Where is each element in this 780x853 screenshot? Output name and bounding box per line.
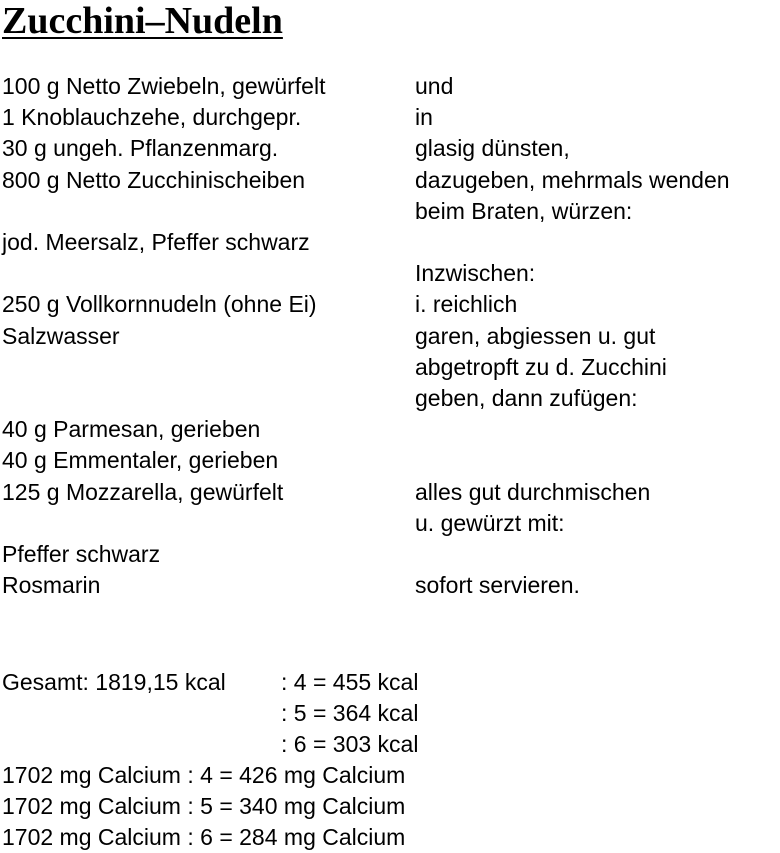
instruction-line: geben, dann zufügen: (415, 385, 638, 411)
instruction-line: dazugeben, mehrmals wenden (415, 166, 730, 193)
instruction-line: garen, abgiessen u. gut (415, 322, 656, 349)
kcal-total: Gesamt: 1819,15 kcal (2, 669, 226, 695)
calcium-per-portion: 1702 mg Calcium : 4 = 426 mg Calcium (2, 762, 406, 788)
kcal-per-portion: : 6 = 303 kcal (281, 731, 419, 757)
ingredient-line: 40 g Emmentaler, gerieben (2, 447, 279, 474)
instruction-line: i. reichlich (415, 291, 518, 318)
ingredient-line: Rosmarin (2, 572, 101, 599)
instruction-line: in (415, 104, 433, 131)
kcal-per-portion: : 5 = 364 kcal (281, 700, 419, 726)
ingredient-line: 1 Knoblauchzehe, durchgepr. (2, 104, 302, 131)
ingredient-line: 800 g Netto Zucchinischeiben (2, 166, 306, 193)
recipe-title: Zucchini–Nudeln (2, 0, 283, 42)
instruction-line: Inzwischen: (415, 260, 536, 287)
calcium-per-portion: 1702 mg Calcium : 6 = 284 mg Calcium (2, 824, 406, 850)
ingredient-line: 125 g Mozzarella, gewürfelt (2, 478, 284, 505)
ingredient-line: 250 g Vollkornnudeln (ohne Ei) (2, 291, 317, 318)
instruction-line: abgetropft zu d. Zucchini (415, 353, 667, 380)
ingredient-line: Salzwasser (2, 322, 120, 349)
kcal-per-portion: : 4 = 455 kcal (281, 669, 419, 695)
instruction-line: und (415, 73, 454, 99)
instruction-line: sofort servieren. (415, 572, 580, 599)
instruction-line: beim Braten, würzen: (415, 197, 633, 224)
ingredient-line: 40 g Parmesan, gerieben (2, 416, 261, 443)
calcium-per-portion: 1702 mg Calcium : 5 = 340 mg Calcium (2, 793, 406, 819)
ingredient-line: jod. Meersalz, Pfeffer schwarz (2, 229, 310, 255)
ingredient-line: 30 g ungeh. Pflanzenmarg. (2, 135, 279, 162)
ingredient-line: Pfeffer schwarz (2, 541, 161, 567)
instruction-line: u. gewürzt mit: (415, 509, 565, 536)
ingredient-line: 100 g Netto Zwiebeln, gewürfelt (2, 73, 326, 99)
instruction-line: alles gut durchmischen (415, 478, 651, 505)
instruction-line: glasig dünsten, (415, 135, 570, 162)
